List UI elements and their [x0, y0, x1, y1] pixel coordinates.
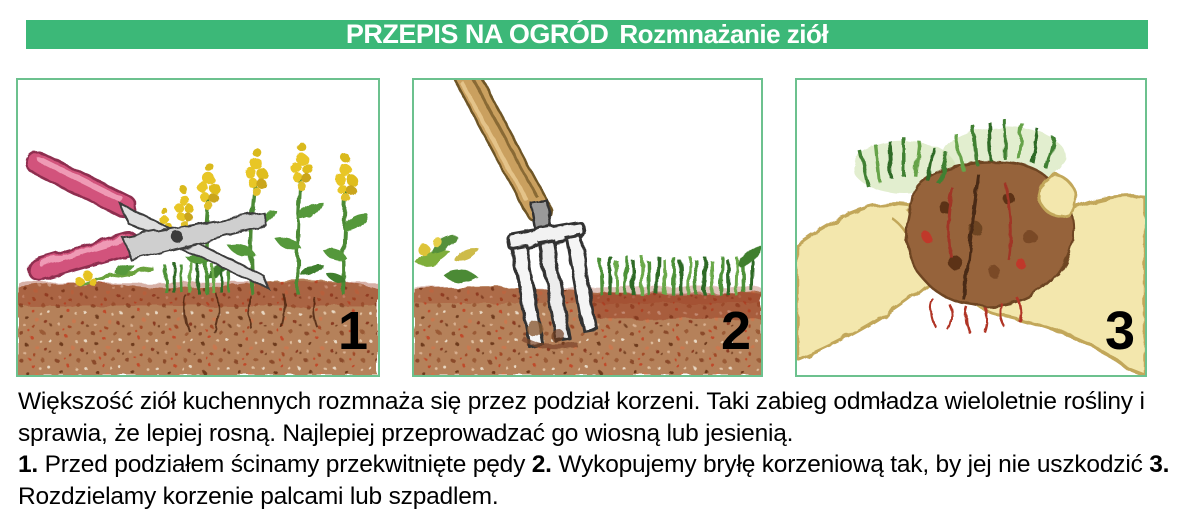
intro-text: Większość ziół kuchennych rozmnaża się przez podział korzeni. Taki zabieg odmładza wieloletnie rośliny i sprawia, że lepiej rosną. Najlepiej przeprowadzać go wiosną lub jesienią.: [18, 388, 1145, 447]
steps-paragraph: [18, 449, 1170, 512]
caption-block: [18, 386, 1170, 512]
step-3-text: Rozdzielamy korzenie palcami lub szpadlem.: [18, 482, 499, 510]
step-3-number: 3.: [1149, 451, 1170, 478]
step-number: 3: [1104, 300, 1133, 361]
garden-fork-digging-rootball-illustration: [414, 80, 761, 375]
step-1-number: 1.: [18, 451, 39, 478]
step-number: 1: [337, 300, 366, 361]
step-panels-row: [16, 78, 1147, 377]
step-panel-1: [16, 78, 380, 377]
step-2-number: 2.: [531, 451, 552, 478]
step-number: 2: [720, 300, 749, 361]
step-1-text: Przed podziałem ścinamy przekwitnięte pędy: [44, 451, 526, 478]
hands-dividing-rootball-illustration: [797, 80, 1145, 375]
intro-paragraph: [18, 386, 1170, 449]
step-2-text: Wykopujemy bryłę korzeniową tak, by jej nie uszkodzić: [558, 451, 1143, 478]
shears-cutting-spent-stems-illustration: [18, 80, 378, 375]
step-panel-2: [412, 78, 763, 377]
page-subtitle: Rozmnażanie ziół: [619, 19, 829, 49]
title-bar: [26, 20, 1148, 49]
step-panel-3: [795, 78, 1147, 377]
page-title: PRZEPIS NA OGRÓD: [345, 19, 609, 49]
